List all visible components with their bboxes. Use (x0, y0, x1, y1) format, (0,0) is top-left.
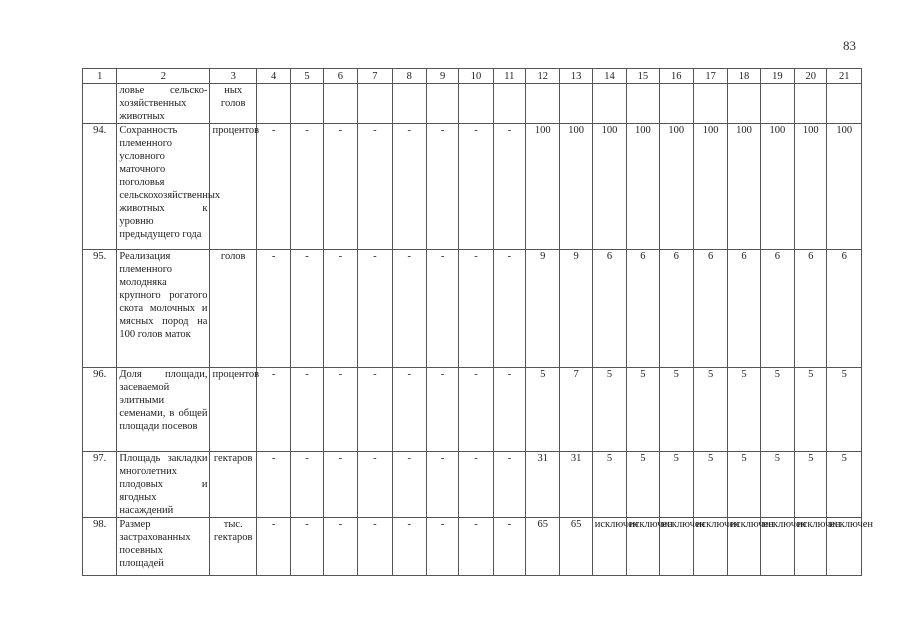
value-cell (728, 84, 760, 124)
value-cell: - (323, 518, 357, 576)
row-number-cell: 96. (83, 368, 117, 452)
value-cell: 7 (560, 368, 592, 452)
indicator-name-cell: Размер застрахованных посевных площадей (117, 518, 210, 576)
column-header: 3 (210, 69, 257, 84)
value-cell: 5 (627, 452, 659, 518)
value-cell (493, 84, 525, 124)
value-cell: исключен (728, 518, 760, 576)
unit-cell: голов (210, 250, 257, 368)
table-row (83, 250, 862, 368)
value-cell: 5 (760, 452, 794, 518)
indicator-name-cell: Площадь закладки многолетних плодовых и ягодных насаждений (117, 452, 210, 518)
value-cell: 5 (827, 452, 862, 518)
value-cell: - (323, 452, 357, 518)
value-cell: исключен (627, 518, 659, 576)
value-cell: 5 (827, 368, 862, 452)
value-cell (827, 84, 862, 124)
value-cell: - (493, 452, 525, 518)
value-cell: - (358, 368, 392, 452)
value-cell: - (426, 250, 458, 368)
value-cell: 100 (728, 124, 760, 250)
value-cell (256, 84, 290, 124)
value-cell: 100 (693, 124, 727, 250)
value-cell: исключен (760, 518, 794, 576)
value-cell: 100 (659, 124, 693, 250)
unit-cell: тыс. гектаров (210, 518, 257, 576)
indicator-name-cell: Сохранность племенного условного маточного поголовья сельскохозяйственных животных к уровню предыдущего года (117, 124, 210, 250)
value-cell: - (392, 452, 426, 518)
value-cell: - (323, 250, 357, 368)
row-number-cell: 95. (83, 250, 117, 368)
value-cell: 100 (592, 124, 626, 250)
indicator-name-cell: Реализация племенного молодняка крупного рогатого скота молочных и мясных пород на 100 голов маток (117, 250, 210, 368)
value-cell: 6 (728, 250, 760, 368)
value-cell: 6 (627, 250, 659, 368)
page-number: 83 (843, 38, 856, 53)
table-row (83, 124, 862, 250)
column-number-row (83, 69, 862, 84)
value-cell: - (493, 124, 525, 250)
value-cell: - (291, 452, 323, 518)
value-cell (693, 84, 727, 124)
value-cell: 5 (592, 452, 626, 518)
value-cell: 5 (795, 368, 827, 452)
value-cell: - (392, 124, 426, 250)
column-header: 20 (795, 69, 827, 84)
value-cell: 5 (592, 368, 626, 452)
value-cell: 100 (627, 124, 659, 250)
value-cell: - (323, 368, 357, 452)
value-cell: 65 (526, 518, 560, 576)
value-cell: - (256, 368, 290, 452)
value-cell: исключен (827, 518, 862, 576)
value-cell: 9 (560, 250, 592, 368)
column-header: 13 (560, 69, 592, 84)
column-header: 9 (426, 69, 458, 84)
value-cell: 100 (526, 124, 560, 250)
column-header: 7 (358, 69, 392, 84)
value-cell: 5 (728, 452, 760, 518)
value-cell: - (323, 124, 357, 250)
value-cell (392, 84, 426, 124)
value-cell: - (426, 518, 458, 576)
value-cell: 5 (526, 368, 560, 452)
value-cell: 6 (693, 250, 727, 368)
value-cell (358, 84, 392, 124)
value-cell (592, 84, 626, 124)
value-cell: - (256, 250, 290, 368)
value-cell (627, 84, 659, 124)
value-cell: 6 (592, 250, 626, 368)
row-number-cell: 98. (83, 518, 117, 576)
value-cell: 6 (760, 250, 794, 368)
value-cell: исключен (659, 518, 693, 576)
value-cell: - (358, 124, 392, 250)
value-cell: - (256, 518, 290, 576)
column-header: 5 (291, 69, 323, 84)
column-header: 16 (659, 69, 693, 84)
value-cell: - (459, 250, 493, 368)
value-cell: - (459, 518, 493, 576)
column-header: 15 (627, 69, 659, 84)
value-cell: - (459, 368, 493, 452)
value-cell (560, 84, 592, 124)
value-cell: - (459, 124, 493, 250)
value-cell: 5 (659, 368, 693, 452)
column-header: 6 (323, 69, 357, 84)
column-header: 8 (392, 69, 426, 84)
value-cell: - (426, 368, 458, 452)
value-cell (323, 84, 357, 124)
value-cell: 100 (827, 124, 862, 250)
row-number-cell: 94. (83, 124, 117, 250)
value-cell: - (493, 368, 525, 452)
value-cell (760, 84, 794, 124)
value-cell: - (493, 518, 525, 576)
value-cell: 5 (728, 368, 760, 452)
value-cell: 100 (560, 124, 592, 250)
column-header: 21 (827, 69, 862, 84)
value-cell (795, 84, 827, 124)
value-cell: 6 (659, 250, 693, 368)
indicator-name-cell: Доля площади, засеваемой элитными семенами, в общей площади посевов (117, 368, 210, 452)
column-header: 14 (592, 69, 626, 84)
value-cell (459, 84, 493, 124)
value-cell: - (392, 518, 426, 576)
row-number-cell (83, 84, 117, 124)
value-cell: - (358, 518, 392, 576)
value-cell: - (493, 250, 525, 368)
column-header: 2 (117, 69, 210, 84)
column-header: 1 (83, 69, 117, 84)
column-header: 10 (459, 69, 493, 84)
unit-cell: ных голов (210, 84, 257, 124)
column-header: 18 (728, 69, 760, 84)
value-cell: 5 (693, 452, 727, 518)
column-header: 17 (693, 69, 727, 84)
value-cell: 5 (627, 368, 659, 452)
table-row (83, 518, 862, 576)
value-cell: 9 (526, 250, 560, 368)
value-cell: 31 (526, 452, 560, 518)
value-cell: 100 (760, 124, 794, 250)
value-cell: 5 (795, 452, 827, 518)
value-cell: - (459, 452, 493, 518)
value-cell: исключен (693, 518, 727, 576)
table-row (83, 368, 862, 452)
value-cell: - (392, 368, 426, 452)
unit-cell: процентов (210, 368, 257, 452)
value-cell: - (291, 368, 323, 452)
value-cell: 5 (693, 368, 727, 452)
value-cell: - (291, 250, 323, 368)
column-header: 12 (526, 69, 560, 84)
table-row (83, 452, 862, 518)
unit-cell: процентов (210, 124, 257, 250)
value-cell: 31 (560, 452, 592, 518)
indicator-name-cell: ловье сельско-хозяйственных животных (117, 84, 210, 124)
value-cell: 100 (795, 124, 827, 250)
column-header: 19 (760, 69, 794, 84)
column-header: 11 (493, 69, 525, 84)
value-cell: - (358, 452, 392, 518)
value-cell: - (291, 518, 323, 576)
indicators-table (82, 68, 874, 576)
value-cell: - (426, 124, 458, 250)
value-cell: 5 (659, 452, 693, 518)
value-cell: - (392, 250, 426, 368)
value-cell: - (358, 250, 392, 368)
value-cell: - (291, 124, 323, 250)
value-cell (426, 84, 458, 124)
value-cell (526, 84, 560, 124)
value-cell: - (426, 452, 458, 518)
value-cell: 5 (760, 368, 794, 452)
value-cell: 65 (560, 518, 592, 576)
value-cell: исключен (795, 518, 827, 576)
value-cell (659, 84, 693, 124)
value-cell: - (256, 452, 290, 518)
value-cell: исключен (592, 518, 626, 576)
value-cell (291, 84, 323, 124)
column-header: 4 (256, 69, 290, 84)
row-number-cell: 97. (83, 452, 117, 518)
value-cell: 6 (827, 250, 862, 368)
value-cell: - (256, 124, 290, 250)
continuation-row (83, 84, 862, 124)
value-cell: 6 (795, 250, 827, 368)
unit-cell: гектаров (210, 452, 257, 518)
